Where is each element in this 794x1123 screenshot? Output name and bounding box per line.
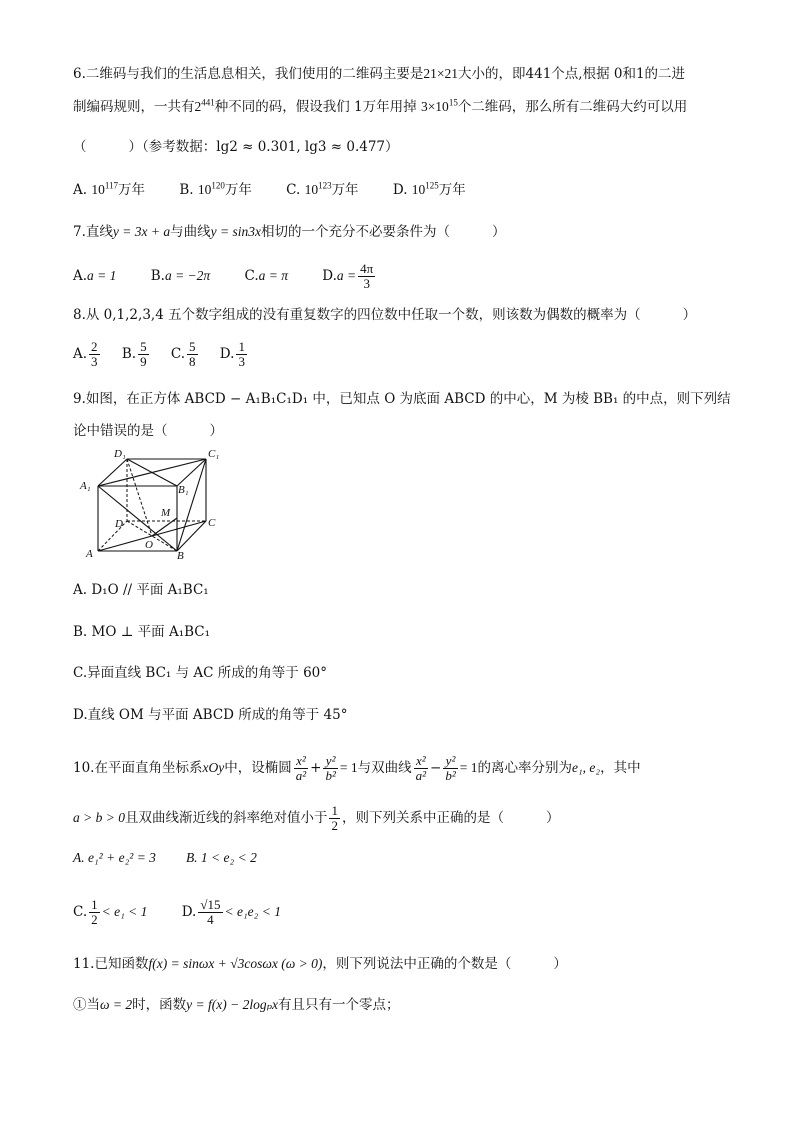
q6-option-a: A. $10^{117}$万年	[73, 180, 146, 198]
q8-stem: 8.从 0,1,2,3,4 五个数字组成的没有重复数字的四位数中任取一个数，则该数为偶数的概率为（ ）	[73, 307, 697, 323]
q7-option-d: D.a = $\frac{4\pi}{3}$	[322, 261, 374, 291]
label-b1: B₁	[178, 484, 189, 496]
label-d1: D₁	[114, 448, 126, 460]
q9-option-c: C.异面直线 BC₁ 与 AC 所成的角等于 60°	[73, 665, 328, 681]
q6-text: 种不同的码，假设我们	[214, 99, 350, 115]
q7-option-a: A.a = 1	[73, 268, 117, 284]
q6-reference-data: （参考数据：lg2 ≈ 0.301, lg3 ≈ 0.477）	[142, 139, 399, 155]
label-c: C	[208, 517, 216, 529]
q6-size: 21×21	[423, 66, 459, 81]
q7-curve-equation: y = sin3x	[210, 224, 261, 239]
q6-power-exp: 441	[201, 97, 215, 108]
q8-option-c: C. $\frac{5}{8}$	[170, 339, 196, 369]
q10-options-cd	[73, 895, 281, 929]
q8-option-a: A. $\frac{2}{3}$	[73, 339, 98, 369]
q6-line3	[73, 137, 399, 157]
q7-option-c: C.a = π	[244, 268, 288, 284]
label-a: A	[86, 548, 93, 560]
q6-text: 大小的，即441个点,根据 0和1的二进	[458, 66, 686, 82]
q6-sci-base: 3×10	[420, 99, 449, 114]
label-c1: C₁	[208, 448, 220, 460]
q6-option-d: D. $10^{125}$万年	[392, 180, 466, 198]
q6-option-c: C. $10^{123}$万年	[286, 180, 359, 198]
q7-line-equation: y = 3x + a	[112, 224, 171, 239]
label-d: D	[115, 518, 123, 530]
q10-option-c: C. $\frac{1}{2}$ < e₁ < 1	[73, 897, 148, 927]
q8-option-b: B. $\frac{5}{9}$	[121, 339, 147, 369]
q10-option-a: A. e₁² + e₂² = 3	[73, 850, 156, 865]
q6-text: 6.二维码与我们的生活息息相关，我们使用的二维码主要是	[73, 66, 424, 82]
q6-power-base: 2	[194, 99, 202, 114]
label-o: O	[145, 539, 153, 551]
q7-options	[73, 262, 407, 291]
q10-option-b: B. 1 < e₂ < 2	[185, 850, 257, 865]
q6-sci-exp: 15	[448, 97, 458, 108]
q11-item1: ①当ω = 2时，函数y = f(x) − 2logₚx有且只有一个零点；	[73, 997, 400, 1013]
q7-option-b: B.a = −2π	[150, 268, 211, 284]
q6-options	[73, 180, 496, 200]
q10-line1: 10.在平面直角坐标系xOy中，设椭圆 $\frac{\text{x²}}{\text{a²}}$ + $\frac{\text{y²}}{\text{b²}}$ = 1与双曲线 $\frac{\text{x²}}{\text{a²}}$ − $\frac{\text{y²}}{\text{b²}}$ = 1的离心率分别为e₁, e₂，其中	[73, 753, 641, 783]
q11-stem: 11.已知函数f(x) = sinωx + √3cosωx (ω > 0)，则下列说法中正确的个数是（ ）	[73, 956, 567, 972]
q9-option-a: A. D₁O // 平面 A₁BC₁	[73, 582, 209, 598]
q10-line2: a > b > 0且双曲线渐近线的斜率绝对值小于 $\frac{1}{2}$ ，则下列关系中正确的是（ ）	[73, 803, 560, 833]
q9-line2: 论中错误的是（ ）	[73, 423, 223, 439]
q9-option-d: D.直线 OM 与平面 ABCD 所成的角等于 45°	[73, 707, 348, 723]
q6-paren-close: ）	[128, 139, 142, 155]
q10-options-ab	[73, 848, 257, 868]
q6-line1	[73, 64, 685, 84]
label-b: B	[177, 550, 184, 562]
q8-options	[73, 338, 265, 370]
q6-text: 1万年用掉	[354, 99, 417, 115]
q9-option-b: B. MO ⊥ 平面 A₁BC₁	[73, 624, 211, 640]
label-m: M	[161, 507, 171, 519]
q9-line1: 9.如图，在正方体 ABCD − A₁B₁C₁D₁ 中，已知点 O 为底面 ABCD 的中心，M 为棱 BB₁ 的中点，则下列结	[73, 391, 731, 407]
q6-option-b: B. $10^{120}$万年	[179, 180, 252, 198]
q11-function: f(x) = sinωx + √3cosωx (ω > 0)	[148, 956, 323, 971]
q6-line2	[73, 97, 687, 117]
q6-paren-open: （	[73, 139, 87, 155]
q6-text: 个二维码，那么所有二维码大约可以用	[457, 99, 688, 115]
label-a1: A₁	[80, 480, 91, 492]
cube-figure	[78, 446, 228, 564]
q7-stem: 7.直线y = 3x + a与曲线y = sin3x相切的一个充分不必要条件为（ ）	[73, 224, 506, 240]
q6-text: 制编码规则，一共有	[73, 99, 195, 115]
q8-option-d: D. $\frac{1}{3}$	[219, 339, 245, 369]
q10-option-d: D. $\frac{√15}{4}$ < e₁e₂ < 1	[181, 897, 281, 927]
